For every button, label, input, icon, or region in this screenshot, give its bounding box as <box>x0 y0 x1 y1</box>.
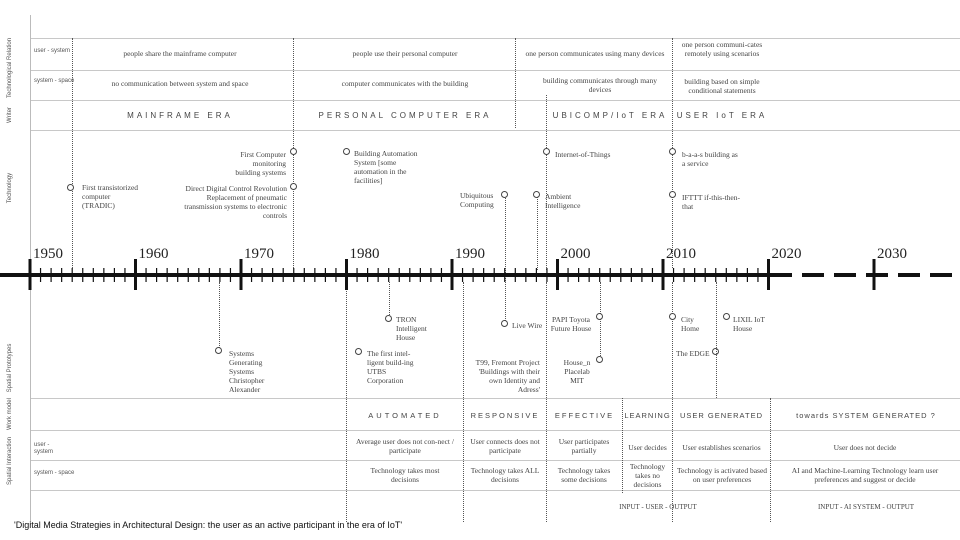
proto-house-n: House_n Placelab MIT <box>563 358 591 385</box>
proto-marker-utbs <box>355 348 362 355</box>
interaction-eff-space: Technology takes some decisions <box>557 466 611 484</box>
mainframe-space-text: no communication between system and space <box>111 79 249 88</box>
row-label-work-model: Work model <box>7 398 13 430</box>
proto-city-home: City Home <box>681 315 700 333</box>
proto-fremont: T99, Fremont Project 'Buildings with their own Identity and Adress' <box>475 358 540 394</box>
interaction-auto-user: Average user does not con-nect / participate <box>356 437 454 455</box>
milestone-marker-monitoring <box>290 148 297 155</box>
interaction-sg-space: AI and Machine-Learning Technology learn user preferences and suggest or decide <box>791 466 939 484</box>
milestone-marker-ambient <box>533 191 540 198</box>
work-responsive: RESPONSIVE <box>470 411 540 420</box>
decade-label-2000: 2000 <box>560 246 591 262</box>
sub-label-system-space-bottom: system - space <box>34 470 75 476</box>
decade-label-1950: 1950 <box>33 246 63 262</box>
row-label-spatial-interaction: Spatial Interaction <box>7 436 13 486</box>
decade-label-2020: 2020 <box>771 246 802 262</box>
proto-papi: PAPI Toyota Future House <box>550 315 592 333</box>
tech-ddc: Direct Digital Control Revolution Replacement of pneumatic transmission systems to electronic controls <box>184 184 287 220</box>
decade-label-1970: 1970 <box>244 246 274 262</box>
milestone-marker-iot <box>543 148 550 155</box>
interaction-resp-user: User connects does not participate <box>470 437 540 455</box>
work-learning: LEARNING <box>624 411 671 420</box>
proto-lixil: LIXIL IoT House <box>733 315 765 333</box>
era-pc: PERSONAL COMPUTER ERA <box>318 111 492 120</box>
row-label-tech-relation: Technological Relation <box>7 37 13 98</box>
tech-ambient: Ambient Intelligence <box>545 192 581 210</box>
row-label-spatial-prototypes: Spatial Prototypes <box>7 343 13 393</box>
decade-label-2030: 2030 <box>877 246 907 262</box>
era-mainframe: MAINFRAME ERA <box>127 111 233 120</box>
proto-sgs: Systems Generating Systems Christopher Alexander <box>229 349 265 394</box>
row-label-technology: Technology <box>7 172 13 204</box>
tech-monitoring: First Computer monitoring building systems <box>235 150 286 177</box>
figure-caption: 'Digital Media Strategies in Architectural Design: the user as an active participant in the era of IoT' <box>14 520 403 530</box>
tech-bas: Building Automation System [some automation in the facilities] <box>354 149 418 185</box>
interaction-sg-user: User does not decide <box>833 443 897 452</box>
sub-label-user-system-bottom: user - system <box>34 442 54 455</box>
work-effective: EFFECTIVE <box>554 411 615 420</box>
io-ai-label: INPUT - AI SYSTEM - OUTPUT <box>817 503 915 511</box>
io-user-label: INPUT - USER - OUTPUT <box>619 503 697 511</box>
interaction-learn-space: Technology takes no decisions <box>629 462 666 489</box>
decade-label-1980: 1980 <box>349 246 380 262</box>
proto-tron: TRON Intelligent House <box>396 315 427 342</box>
ubi-space-text: building communicates through many devices <box>543 76 657 94</box>
milestone-marker-tradic <box>67 184 74 191</box>
interaction-ug-space: Technology is activated based on user preferences <box>676 466 768 484</box>
proto-marker-live-wire <box>501 320 508 327</box>
iot-space-text: building based on simple conditional statements <box>684 77 760 95</box>
tech-tradic: First transistorized computer (TRADIC) <box>82 183 139 210</box>
interaction-auto-space: Technology takes most decisions <box>370 466 440 484</box>
interaction-eff-user: User participates partially <box>558 437 610 455</box>
proto-marker-house-n <box>596 356 603 363</box>
interaction-resp-space: Technology takes ALL decisions <box>470 466 540 484</box>
iot-user-text: one person communi-cates remotely using scenarios <box>681 40 763 58</box>
tech-ifttt: IFTTT if-this-then-that <box>682 193 740 211</box>
tech-ubiquitous: Ubiquitous Computing <box>460 191 494 209</box>
work-automated: AUTOMATED <box>368 411 442 420</box>
milestone-marker-ddc <box>290 183 297 190</box>
interaction-learn-user: User decides <box>628 443 667 452</box>
era-user-iot: USER IoT ERA <box>676 111 768 120</box>
proto-the-edge: The EDGE <box>676 349 710 358</box>
milestone-marker-baas <box>669 148 676 155</box>
pc-space-text: computer communicates with the building <box>341 79 469 88</box>
tech-baas: b-a-a-s building as a service <box>682 150 738 168</box>
mainframe-user-text: people share the mainframe computer <box>123 49 237 58</box>
milestone-marker-bas <box>343 148 350 155</box>
tech-iot: Internet-of-Things <box>555 150 611 159</box>
sub-label-system-space: system - space <box>34 78 75 84</box>
pc-user-text: people use their personal computer <box>352 49 458 58</box>
era-ubicomp: UBICOMP/IoT ERA <box>552 111 668 120</box>
proto-marker-sgs <box>215 347 222 354</box>
proto-marker-city-home <box>669 313 676 320</box>
interaction-ug-user: User establishes scenarios <box>682 443 761 452</box>
proto-marker-papi <box>596 313 603 320</box>
row-label-writer: Writer <box>7 107 13 123</box>
proto-marker-lixil <box>723 313 730 320</box>
decade-label-1960: 1960 <box>138 246 169 262</box>
decade-label-2010: 2010 <box>666 246 696 262</box>
milestone-marker-ifttt <box>669 191 676 198</box>
decade-label-1990: 1990 <box>455 246 485 262</box>
ubi-user-text: one person communicates using many devices <box>525 49 665 58</box>
sub-label-user-system: user - system <box>34 48 71 54</box>
work-system-generated: towards SYSTEM GENERATED ? <box>796 411 936 420</box>
work-user-generated: USER GENERATED <box>679 411 764 420</box>
proto-marker-tron <box>385 315 392 322</box>
proto-utbs: The first intel-ligent build-ing UTBS Corporation <box>367 349 414 385</box>
proto-live-wire: Live Wire <box>512 321 543 330</box>
milestone-marker-ubiquitous <box>501 191 508 198</box>
